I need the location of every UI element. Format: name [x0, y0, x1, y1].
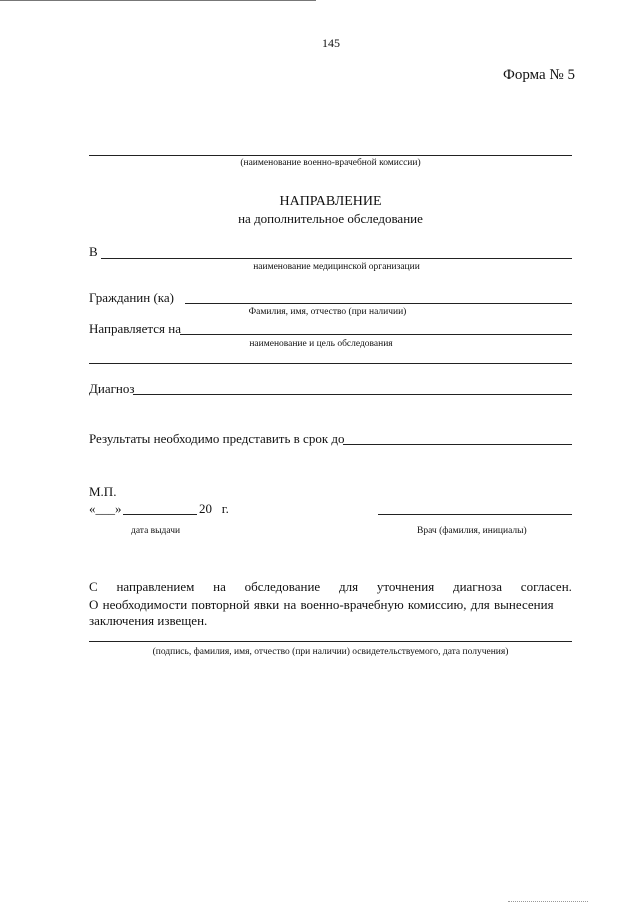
to-label: В	[89, 244, 98, 259]
doctor-signature-field[interactable]	[378, 514, 572, 515]
consent-line-2: О необходимости повторной явки на военно-врачебную комиссию, для вынесения	[89, 597, 554, 612]
consent-line-1	[89, 579, 572, 595]
issue-date-day: «___»	[89, 501, 122, 516]
consent-word: для	[338, 579, 359, 594]
issue-date-caption: дата выдачи	[131, 526, 181, 536]
citizen-caption: Фамилия, имя, отчество (при наличии)	[248, 307, 407, 317]
document-title: НАПРАВЛЕНИЕ	[279, 194, 382, 209]
citizen-field[interactable]	[185, 303, 572, 304]
page-number: 145	[322, 36, 340, 50]
consent-word: диагноза	[452, 579, 503, 594]
commission-caption: (наименование военно-врачебной комиссии)	[240, 158, 421, 168]
to-field[interactable]	[101, 258, 572, 259]
commission-name-line	[89, 155, 572, 156]
consent-word: согласен.	[520, 579, 572, 594]
diagnosis-field[interactable]	[133, 394, 572, 395]
consent-word: С	[89, 579, 98, 594]
to-caption: наименование медицинской организации	[253, 262, 420, 272]
sent-to-field-extra-line[interactable]	[89, 363, 572, 364]
issue-date-year: 20 г.	[199, 501, 229, 516]
sent-to-field[interactable]	[180, 334, 572, 335]
document-subtitle: на дополнительное обследование	[238, 211, 423, 226]
diagnosis-label: Диагноз	[89, 381, 135, 396]
stamp-place-label: М.П.	[89, 484, 117, 499]
sent-to-label: Направляется на	[89, 321, 181, 336]
scan-edge-line	[0, 0, 316, 1]
consent-signature-caption: (подпись, фамилия, имя, отчество (при наличии) освидетельствуемого, дата получения)	[152, 647, 509, 657]
consent-signature-field[interactable]	[89, 641, 572, 642]
consent-word: уточнения	[376, 579, 435, 594]
doctor-caption: Врач (фамилия, инициалы)	[417, 526, 527, 536]
consent-word: обследование	[244, 579, 321, 594]
form-number: Форма № 5	[503, 67, 575, 83]
issue-date-month-field[interactable]	[123, 514, 197, 515]
deadline-label: Результаты необходимо представить в срок до	[89, 431, 345, 446]
citizen-label: Гражданин (ка)	[89, 290, 175, 305]
consent-word: направлением	[116, 579, 195, 594]
scan-edge-artifact	[508, 901, 588, 902]
consent-word: на	[213, 579, 226, 594]
deadline-field[interactable]	[343, 444, 572, 445]
consent-line-3: заключения извещен.	[89, 613, 208, 628]
sent-to-caption: наименование и цель обследования	[249, 339, 393, 349]
